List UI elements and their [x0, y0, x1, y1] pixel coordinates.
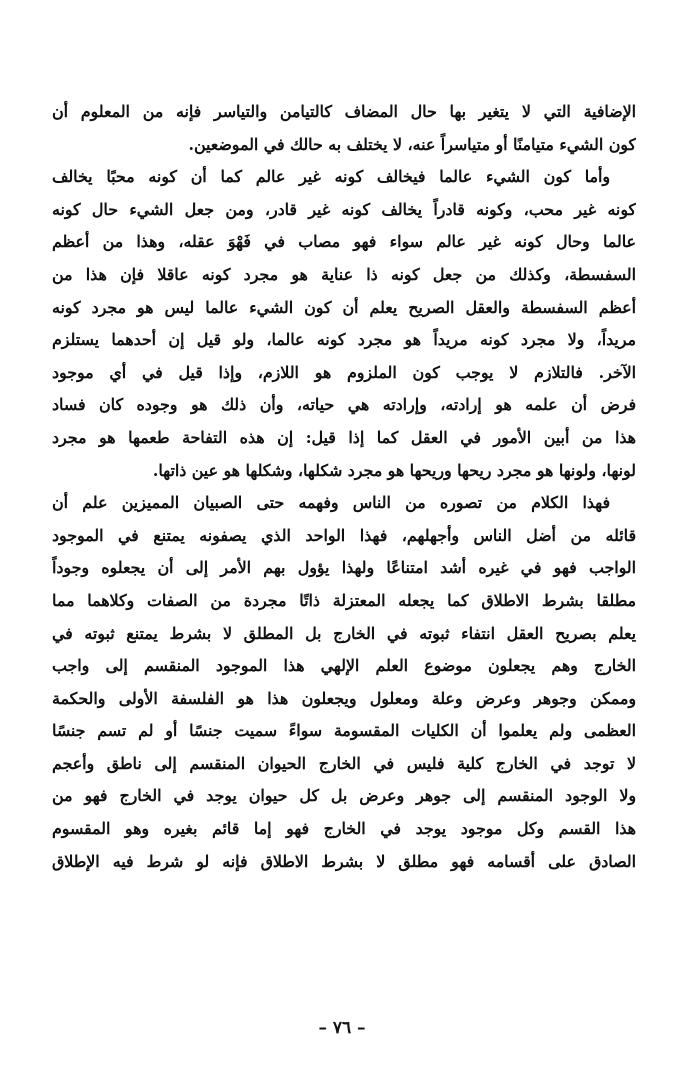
text-line: هذا القسم وكل موجود يوجد في الخارج فهو إما قائم بغيره وهو المقسوم: [52, 819, 636, 839]
text-line: أعظم السفسطة والعقل الصريح يعلم أن كون الشيء عالما ليس هو مجرد كونه: [52, 297, 636, 317]
text-line: كون الشيء متيامنًا أو متياسراً عنه، لا يختلف به حالك في الموضعين.: [188, 134, 636, 154]
text-line: ولا الوجود المنقسم إلى جوهر وعرض بل كل حيوان يوجد في الخارج فهو من: [52, 786, 636, 806]
text-line: يعلم بصريح العقل انتفاء ثبوته في الخارج بل المطلق لا بشرط يمتنع ثبوته في: [52, 623, 636, 643]
text-line: كونه غير محب، وكونه قادراً يخالف كونه غير قادر، ومن جعل الشيء حال كونه: [52, 199, 636, 219]
text-line: السفسطة، وكذلك من جعل كونه ذا عناية هو مجرد كونه عاقلا فإن هذا من: [52, 264, 636, 284]
text-line: قائله من أضل الناس وأجهلهم، فهذا الواحد الذي يصفونه يمتنع في الموجود: [52, 525, 636, 545]
text-line: العظمى ولم يعلموا أن الكليات المقسومة سواءً سميت جنسًا أو لم تسم جنسًا: [52, 721, 636, 741]
text-line: فرض أن علمه هو إرادته، وإرادته هي حياته، وأن ذلك هو وجوده كان فساد: [52, 395, 636, 415]
page-number: – ٧٦ –: [318, 1018, 366, 1038]
text-line: لا توجد في الخارج كلية فليس في الخارج الحيوان المنقسم إلى ناطق وأعجم: [52, 753, 636, 773]
text-line: فهذا الكلام من تصوره من الناس وفهمه حتى الصبيان المميزين علم أن: [52, 493, 610, 513]
text-line: الخارج وهم يجعلون موضوع العلم الإلهي هذا الموجود المنقسم إلى واجب: [52, 656, 636, 676]
text-line: وأما كون الشيء عالما فيخالف كونه غير عالم كما أن كونه محبًا يخالف: [52, 167, 610, 187]
text-line: الإضافية التي لا يتغير بها حال المضاف كالتيامن والتياسر فإنه من المعلوم أن: [52, 102, 636, 121]
text-line: هذا من أبين الأمور في العقل كما إذا قيل: إن هذه التفاحة طعمها هو مجرد: [52, 427, 636, 447]
text-line: لونها، ولونها هو مجرد ريحها وريحها هو مجرد شكلها، وشكلها هو عين ذاتها.: [152, 460, 636, 480]
text-line: الواجب فهو في غيره أشد امتناعًا ولهذا يؤول بهم الأمر إلى أن يجعلوه وجوداً: [52, 558, 636, 578]
text-line: وممكن وجوهر وعرض وعلة ومعلول ويجعلون هذا هو الفلسفة الأولى والحكمة: [52, 688, 636, 708]
text-line: عالما وحال كونه غير عالم سواء فهو مصاب في فَهْوَ عقله، وهذا من أعظم: [52, 232, 636, 252]
text-line: الصادق على أقسامه فهو مطلق لا بشرط الاطلاق فإنه لو شرط فيه الإطلاق: [52, 851, 636, 871]
body-text: [52, 96, 636, 878]
text-line: الآخر. فالتلازم لا يوجب كون الملزوم هو اللازم، وإذا قيل في أي موجود: [52, 362, 636, 382]
text-line: مريداً، ولا مجرد كونه مريداً هو مجرد كونه عالما، ولو قيل إن أحدهما يستلزم: [52, 330, 636, 350]
text-line: مطلقا بشرط الاطلاق كما يجعله المعتزلة ذاتًا مجردة من الصفات وكلاهما مما: [52, 590, 636, 610]
